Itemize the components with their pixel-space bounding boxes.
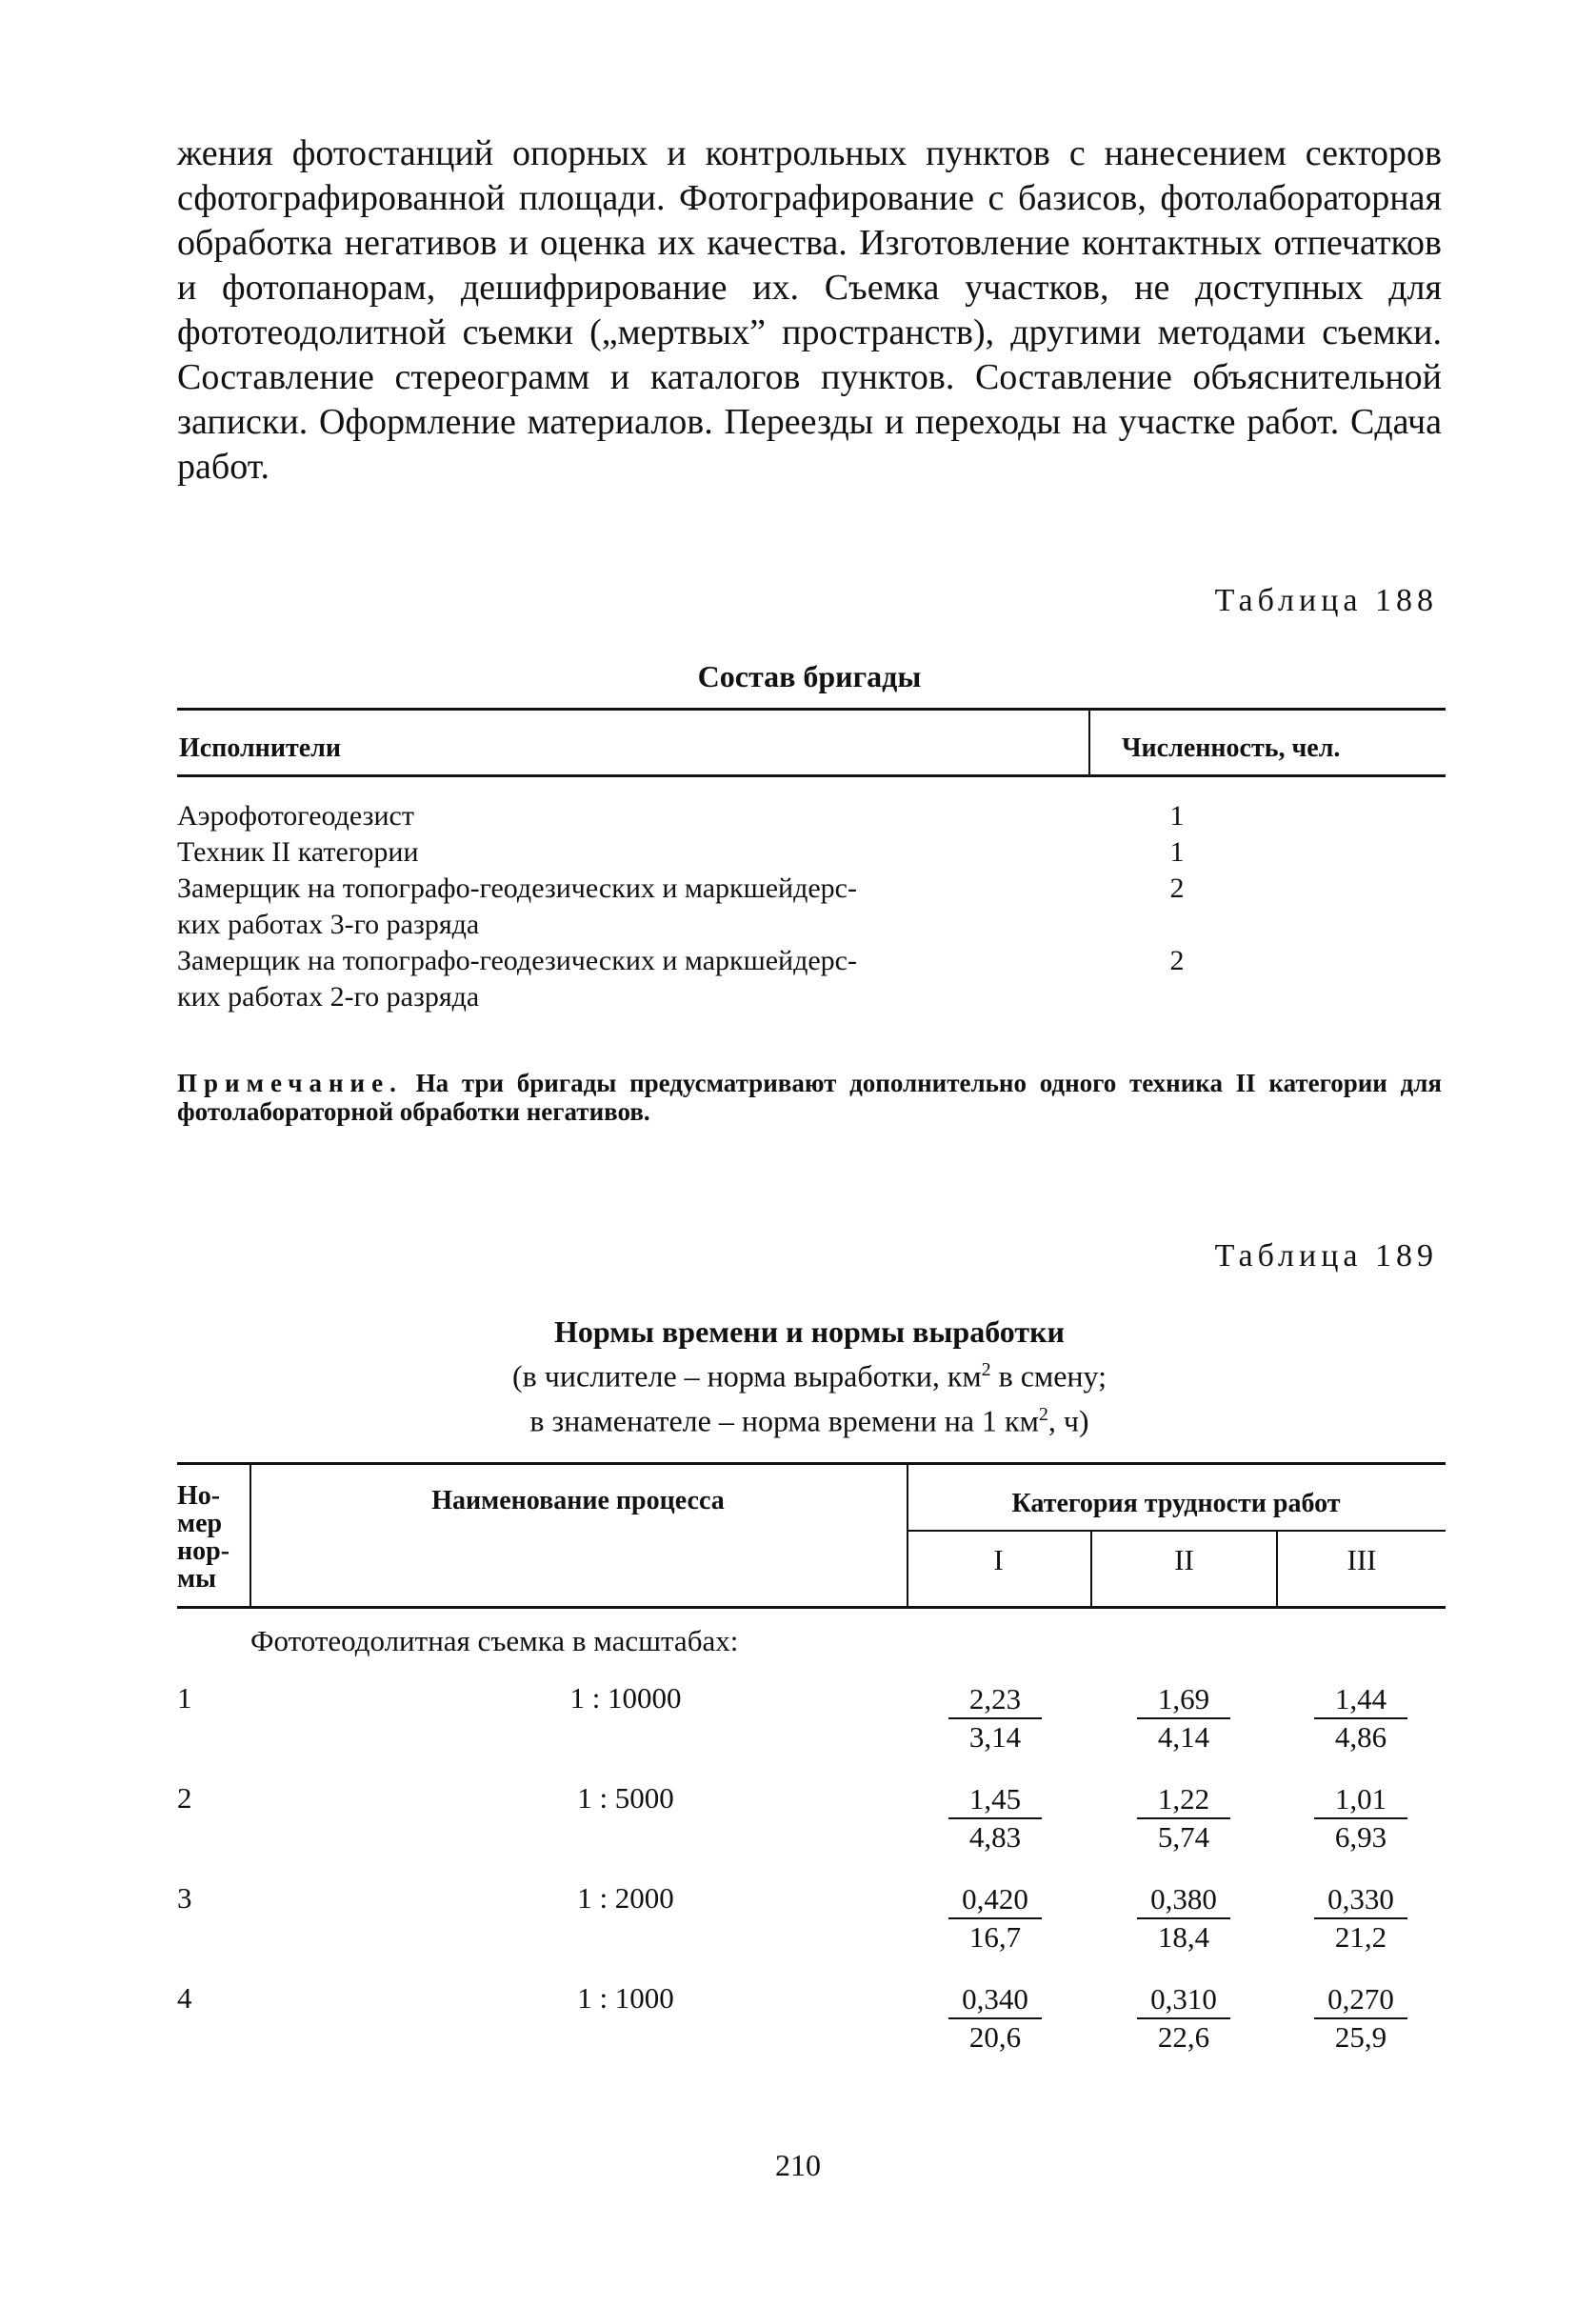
table-188-column-divider bbox=[1088, 710, 1090, 776]
table-189-title: Нормы времени и нормы выработки bbox=[554, 1314, 1065, 1349]
table-189-header-number: Но- мер нор- мы bbox=[177, 1481, 230, 1594]
performer-count: 1 bbox=[1169, 836, 1185, 868]
fraction-cat-III: $\frac{0,270}{25,9}$ bbox=[1308, 1981, 1413, 2056]
norm-number: 1 bbox=[177, 1681, 192, 1715]
table-188-label: Таблица 188 bbox=[1214, 583, 1438, 618]
scale-value: 1 : 2000 bbox=[577, 1881, 674, 1915]
fraction-cat-I: $\frac{2,23}{3,14}$ bbox=[943, 1681, 1047, 1755]
table-189-subtitle-2: в знаменателе – норма времени на 1 $км^2$, ч) bbox=[529, 1403, 1089, 1438]
performer-count: 1 bbox=[1169, 800, 1185, 832]
table-189-header-cat-I: I bbox=[993, 1543, 1004, 1576]
table-row bbox=[177, 1981, 1446, 2073]
note-text: На три бригады предусматривают дополнительно одного техника II категории для фотолабораторной обработки негативов. bbox=[177, 1069, 1443, 1126]
table-188-top-rule bbox=[177, 708, 1446, 711]
performer-name: Аэрофотогеодезист bbox=[177, 800, 414, 832]
table-189-header-category: Категория трудности работ bbox=[1011, 1489, 1341, 1518]
fraction-cat-II: $\frac{1,22}{5,74}$ bbox=[1131, 1781, 1236, 1856]
table-189-header-cat-III: III bbox=[1347, 1543, 1377, 1576]
page-number: 210 bbox=[775, 2148, 821, 2182]
norm-number: 2 bbox=[177, 1781, 192, 1815]
table-189-divider-process bbox=[907, 1464, 908, 1607]
table-row bbox=[177, 1781, 1446, 1873]
norm-number: 4 bbox=[177, 1981, 192, 2015]
table-188-title: Состав бригады bbox=[697, 659, 922, 693]
table-189-category-rule bbox=[907, 1530, 1446, 1532]
note-label: Примечание. bbox=[177, 1069, 403, 1097]
fraction-cat-III: $\frac{1,44}{4,86}$ bbox=[1308, 1681, 1413, 1755]
fraction-cat-III: $\frac{0,330}{21,2}$ bbox=[1308, 1881, 1413, 1956]
table-row bbox=[177, 798, 1446, 834]
performer-name: Замерщик на топографо-геодезических и маркшейдерс- ких работах 2-го разряда bbox=[177, 945, 857, 1013]
fraction-cat-II: $\frac{0,380}{18,4}$ bbox=[1131, 1881, 1236, 1956]
table-189-header-rule bbox=[177, 1606, 1446, 1609]
table-row bbox=[177, 871, 1446, 943]
performer-name: Замерщик на топографо-геодезических и маркшейдерс- ких работах 3-го разряда bbox=[177, 873, 857, 940]
table-row bbox=[177, 834, 1446, 871]
scale-value: 1 : 1000 bbox=[577, 1981, 674, 2015]
table-189-caption bbox=[177, 1313, 1442, 1439]
scale-value: 1 : 10000 bbox=[569, 1681, 682, 1715]
fraction-cat-I: $\frac{0,340}{20,6}$ bbox=[943, 1981, 1047, 2056]
table-188-note bbox=[177, 1069, 1442, 1126]
table-row bbox=[177, 1881, 1446, 1973]
table-189-top-rule bbox=[177, 1462, 1446, 1465]
table-188-header-count: Численность, чел. bbox=[1122, 733, 1341, 763]
intro-text: жения фотостанций опорных и контрольных пунктов с нанесением секторов сфотографированной площади. Фотографирование с базисов, фотолабораторная обработка негативов и оценка их качества. Изготовление контактных отпечатков и фотопанорам, дешифрирование их. Съемка участков, не доступных для фототеодолитной съемки („мертвых” пространств), другими методами съемки. Составление стереограмм и каталогов пунктов. Составление объяснительной записки. Оформление материалов. Переезды и переходы на участке работ. Сдача работ. bbox=[177, 133, 1442, 487]
table-189-header-process: Наименование процесса bbox=[431, 1486, 725, 1515]
table-row bbox=[177, 943, 1446, 1015]
performer-count: 2 bbox=[1169, 945, 1185, 976]
table-188-header-rule bbox=[177, 774, 1446, 777]
fraction-cat-I: $\frac{0,420}{16,7}$ bbox=[943, 1881, 1047, 1956]
table-188-body bbox=[177, 798, 1446, 1015]
performer-count: 2 bbox=[1169, 873, 1185, 904]
fraction-cat-II: $\frac{0,310}{22,6}$ bbox=[1131, 1981, 1236, 2056]
scale-value: 1 : 5000 bbox=[577, 1781, 674, 1815]
table-189-section-heading: Фототеодолитная съемка в масштабах: bbox=[250, 1624, 739, 1657]
fraction-cat-I: $\frac{1,45}{4,83}$ bbox=[943, 1781, 1047, 1856]
norm-number: 3 bbox=[177, 1881, 192, 1915]
intro-paragraph bbox=[177, 131, 1442, 490]
performer-name: Техник II категории bbox=[177, 836, 419, 868]
table-189-subtitle-1: (в числителе – норма выработки, $км^2$ в смену; bbox=[512, 1358, 1107, 1394]
fraction-cat-II: $\frac{1,69}{4,14}$ bbox=[1131, 1681, 1236, 1755]
table-row bbox=[177, 1681, 1446, 1773]
table-189-header-cat-II: II bbox=[1174, 1543, 1194, 1576]
fraction-cat-III: $\frac{1,01}{6,93}$ bbox=[1308, 1781, 1413, 1856]
table-188-header-performers: Исполнители bbox=[179, 733, 341, 763]
table-189-label: Таблица 189 bbox=[1214, 1238, 1438, 1274]
